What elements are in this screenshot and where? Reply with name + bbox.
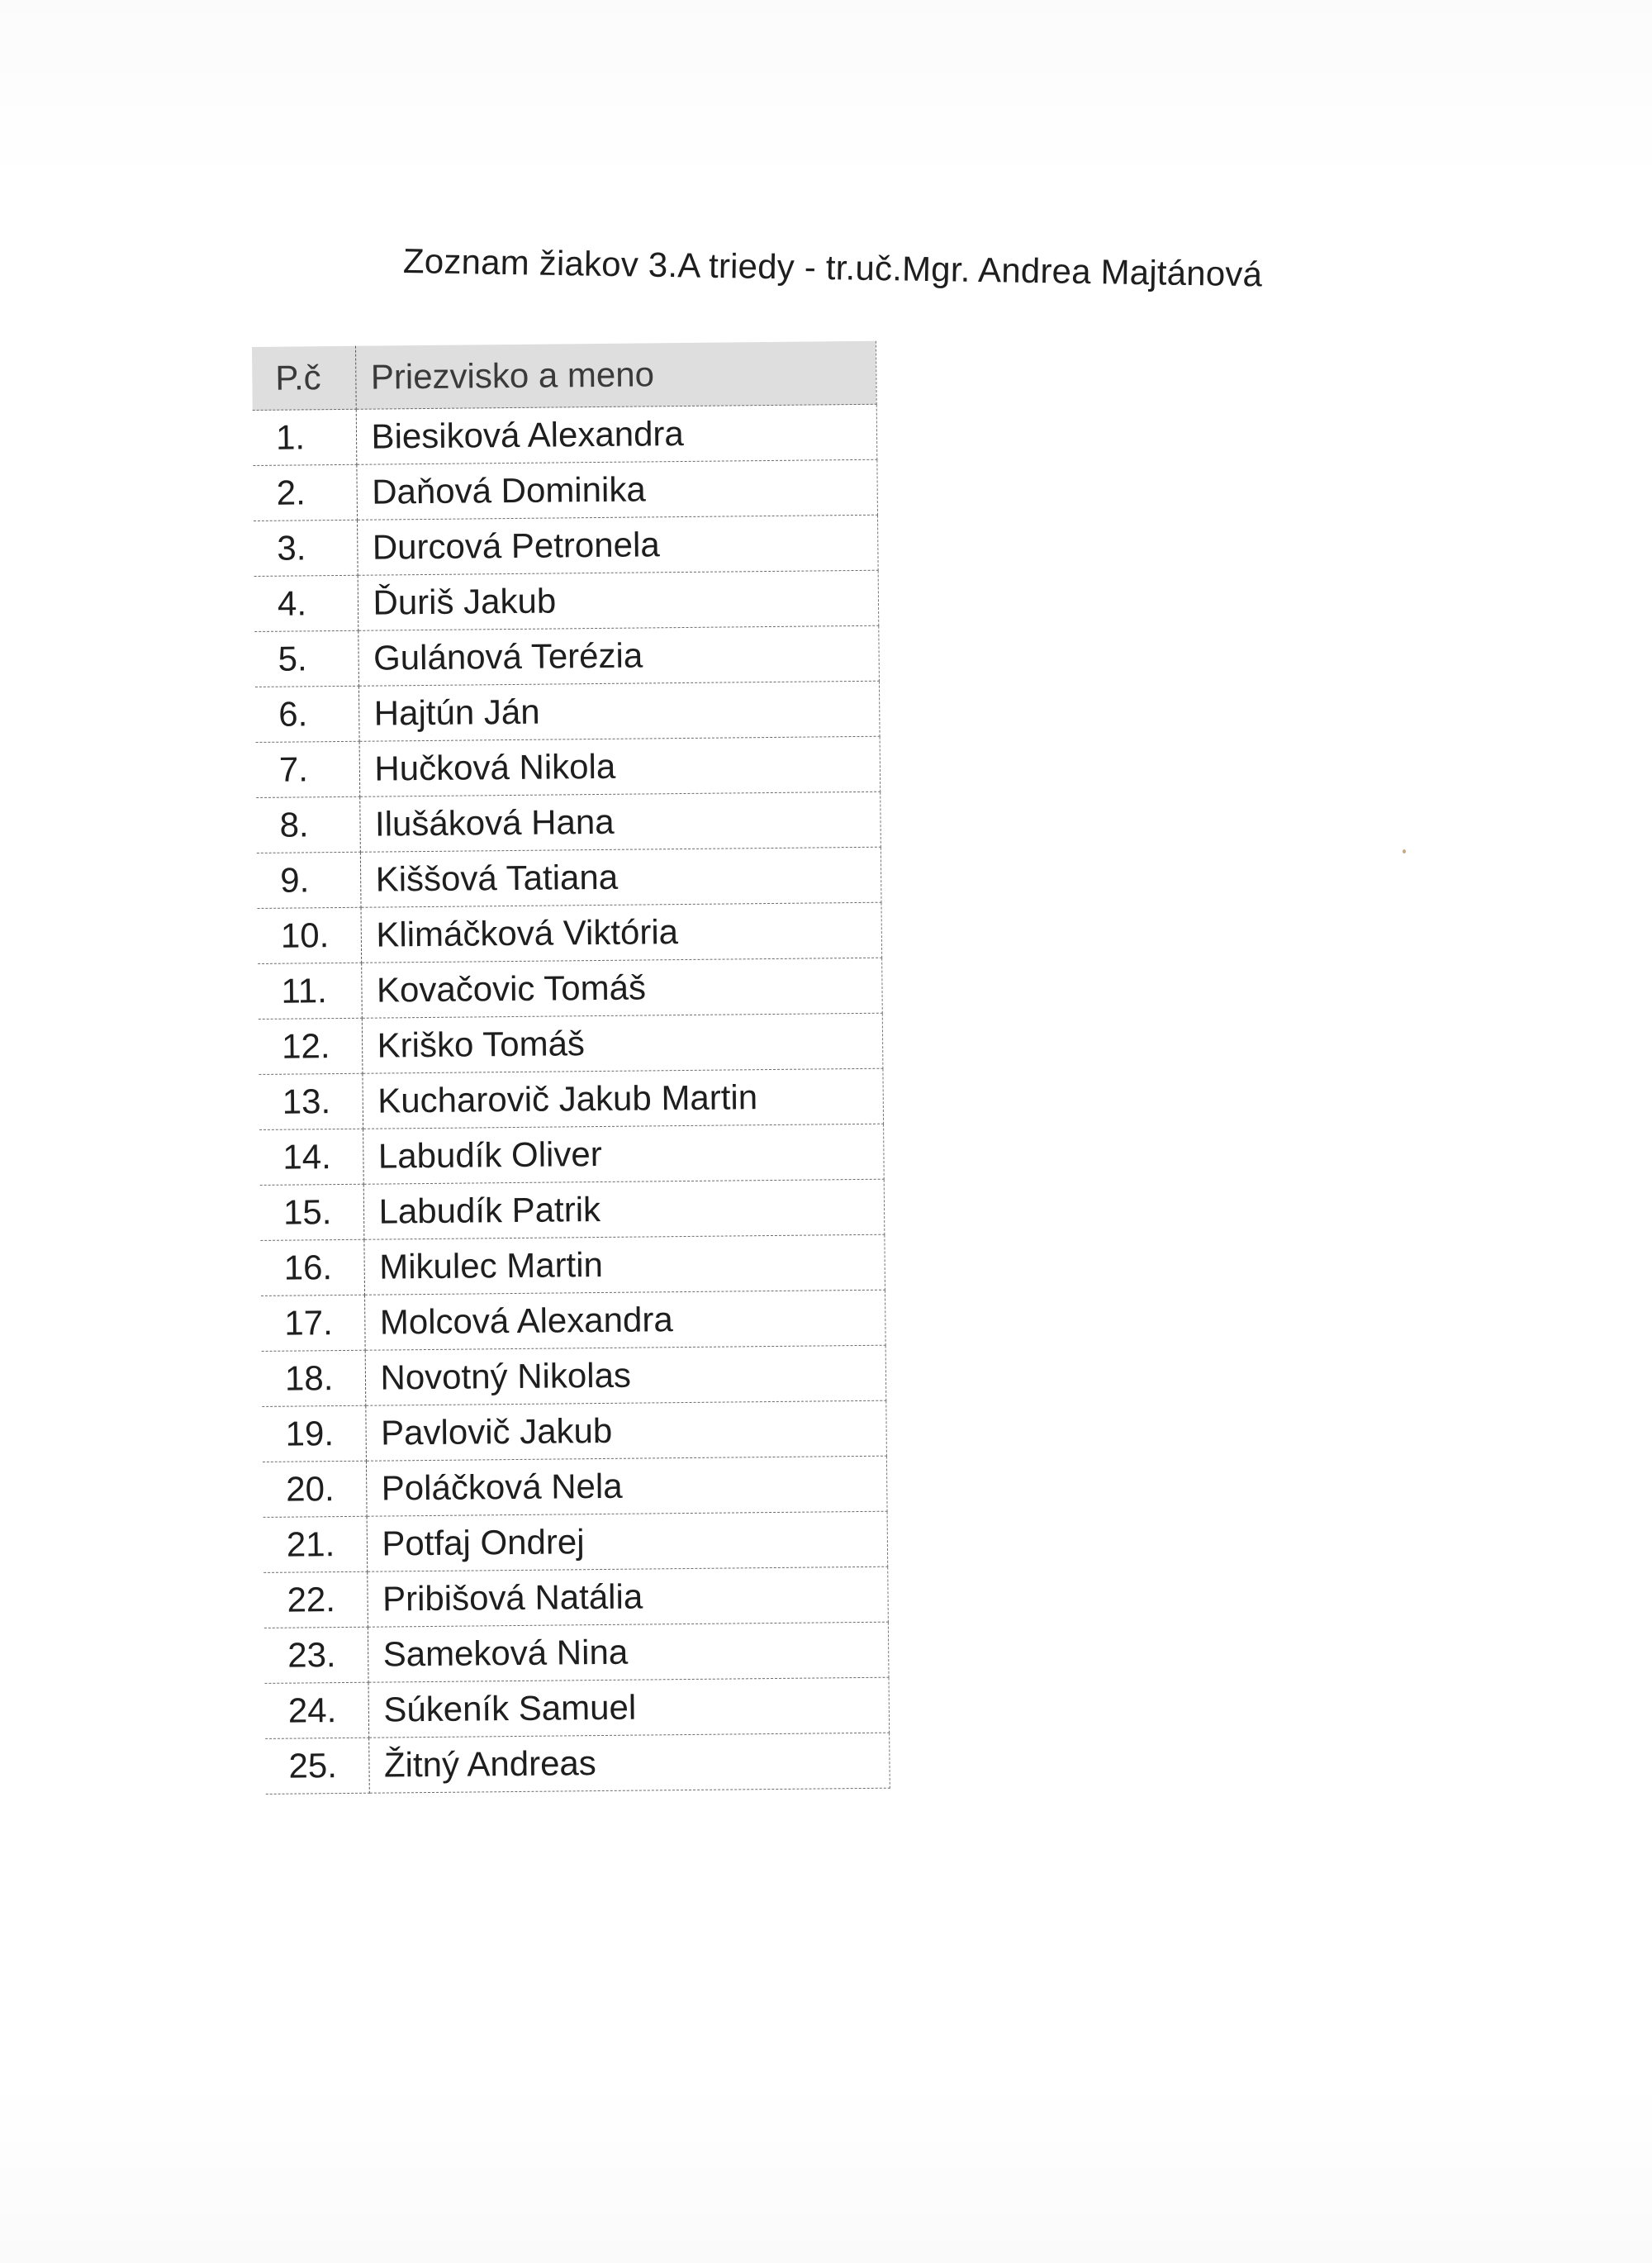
scan-speck [1403, 849, 1406, 853]
table-row [263, 1456, 887, 1517]
row-number: 21. [263, 1516, 368, 1572]
table-row [259, 1068, 883, 1129]
table-row [260, 1179, 885, 1240]
row-number: 25. [265, 1738, 369, 1794]
student-name: Hajtún Ján [358, 681, 880, 741]
table-header-row [252, 341, 876, 411]
row-number: 8. [256, 796, 360, 853]
table-row [257, 847, 881, 908]
student-name: Kovačovic Tomáš [361, 958, 882, 1018]
table-row [264, 1622, 889, 1683]
student-name: Pavlovič Jakub [365, 1400, 886, 1461]
table-row [253, 404, 877, 465]
row-number: 7. [256, 741, 360, 797]
student-name: Poláčková Nela [366, 1456, 887, 1516]
document-title: Zoznam žiakov 3.A triedy - tr.uč.Mgr. Andrea Majtánová [402, 241, 1263, 294]
row-number: 17. [261, 1295, 365, 1351]
row-number: 13. [259, 1073, 363, 1129]
row-number: 3. [254, 520, 358, 576]
row-number: 22. [263, 1571, 368, 1628]
row-number: 4. [254, 575, 358, 631]
table-row [263, 1511, 888, 1572]
row-number: 6. [255, 686, 359, 742]
row-number: 1. [253, 409, 357, 465]
table-row [254, 625, 879, 687]
table-row [259, 1124, 884, 1185]
row-number: 15. [260, 1184, 364, 1240]
row-number: 12. [259, 1018, 363, 1074]
table-row [263, 1567, 888, 1628]
column-header-name: Priezvisko a meno [355, 341, 876, 410]
row-number: 20. [263, 1461, 367, 1517]
student-name: Kucharovič Jakub Martin [362, 1068, 883, 1129]
row-number: 10. [258, 907, 362, 963]
table-row [265, 1733, 890, 1794]
student-name: Potfaj Ondrej [367, 1511, 888, 1571]
student-name: Daňová Dominika [356, 459, 877, 520]
student-name: Žitný Andreas [368, 1733, 890, 1793]
table-row [258, 958, 882, 1019]
student-name: Pribišová Natália [367, 1567, 888, 1627]
student-name: Molcová Alexandra [364, 1290, 885, 1350]
row-number: 2. [253, 464, 357, 521]
column-header-number: P.č [252, 346, 356, 411]
table-row [253, 459, 877, 521]
table-row [254, 515, 878, 576]
table-row [261, 1290, 885, 1351]
student-name: Hučková Nikola [359, 736, 881, 796]
student-name: Gulánová Terézia [358, 625, 879, 686]
student-name: Klimáčková Viktória [361, 902, 882, 963]
row-number: 18. [262, 1350, 366, 1406]
row-number: 5. [254, 630, 358, 687]
student-name: Biesiková Alexandra [356, 404, 877, 464]
student-list-table [252, 341, 890, 1795]
row-number: 14. [259, 1129, 363, 1185]
table-row [254, 570, 879, 631]
student-name: Novotný Nikolas [365, 1345, 886, 1405]
row-number: 23. [264, 1627, 368, 1683]
row-number: 16. [260, 1239, 364, 1296]
student-name: Labudík Patrik [363, 1179, 885, 1239]
student-name: Sameková Nina [368, 1622, 889, 1682]
table-row [265, 1677, 890, 1738]
student-name: Mikulec Martin [363, 1234, 885, 1295]
table-row [256, 792, 881, 853]
table-row [262, 1400, 886, 1462]
student-name: Ilušáková Hana [359, 792, 881, 852]
row-number: 19. [262, 1405, 366, 1462]
table-row [262, 1345, 886, 1406]
row-number: 11. [258, 963, 362, 1019]
table-row [259, 1013, 883, 1074]
student-name: Labudík Oliver [363, 1124, 884, 1184]
table-row [258, 902, 882, 963]
table-row [256, 736, 881, 797]
student-name: Durcová Petronela [357, 515, 878, 575]
row-number: 24. [265, 1682, 369, 1738]
student-name: Kriško Tomáš [362, 1013, 883, 1073]
student-name: Kiššová Tatiana [360, 847, 881, 907]
student-name: Ďuriš Jakub [358, 570, 879, 630]
table-row [255, 681, 880, 742]
student-name: Súkeník Samuel [368, 1677, 890, 1738]
row-number: 9. [257, 852, 361, 908]
table-row [260, 1234, 885, 1296]
